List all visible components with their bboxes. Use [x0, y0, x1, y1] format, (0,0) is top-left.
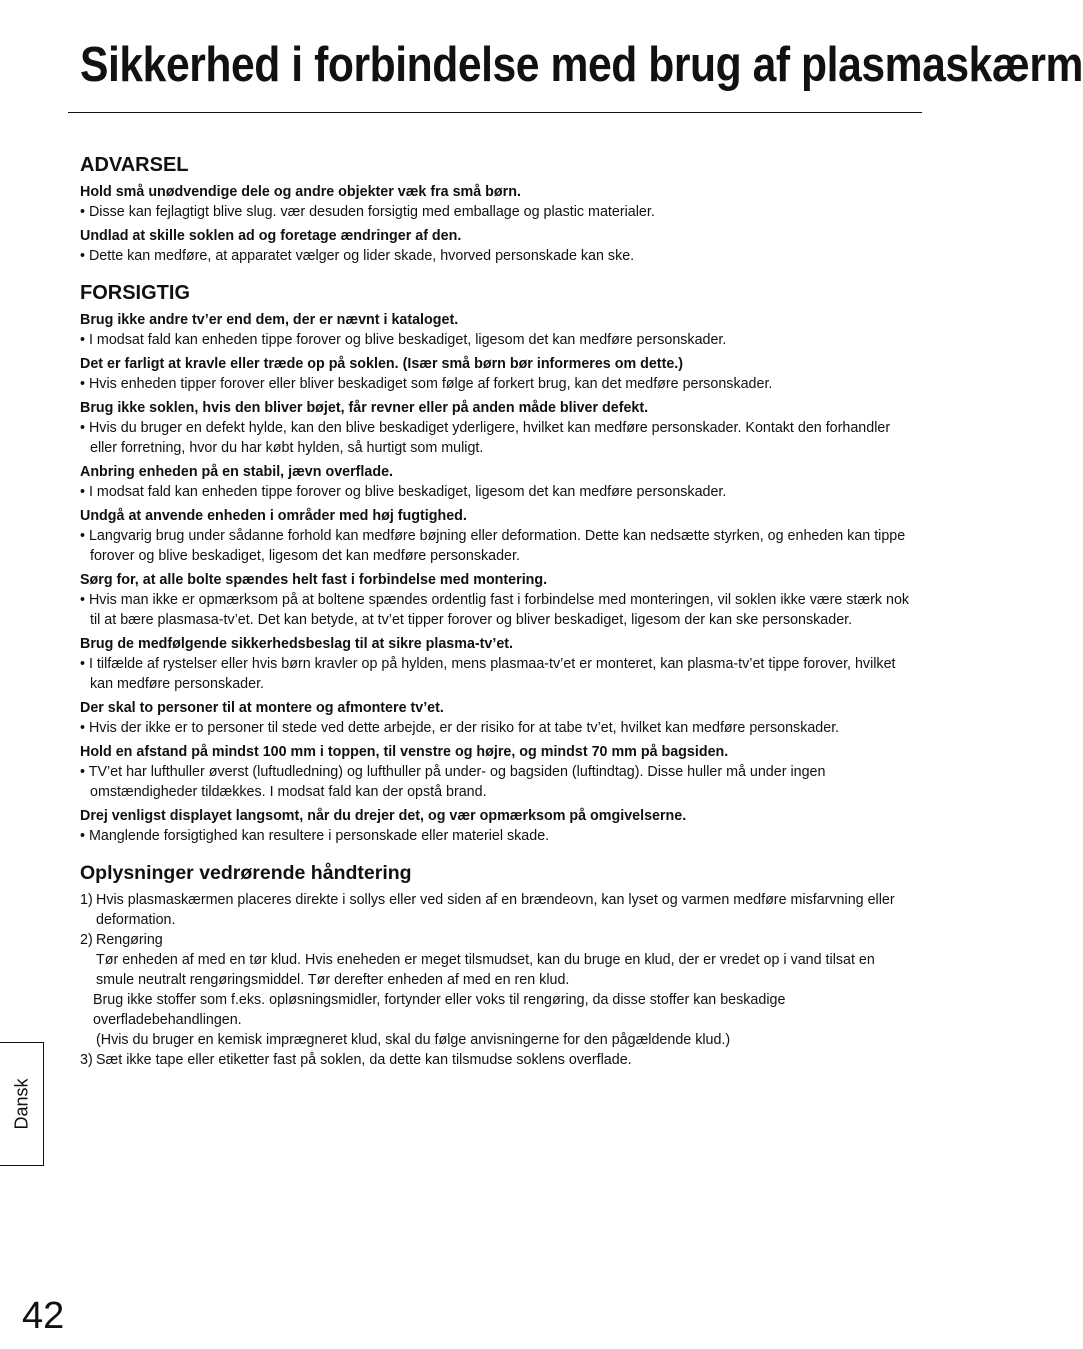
forsigtig-item-body: • Manglende forsigtighed kan resultere i personskade eller materiel skade.	[80, 826, 910, 846]
forsigtig-item-title: Drej venligst displayet langsomt, når du drejer det, og vær opmærksom på omgivelserne.	[80, 808, 687, 824]
forsigtig-item-body: • I modsat fald kan enheden tippe forover og blive beskadiget, ligesom det kan medføre personskader.	[80, 482, 910, 502]
forsigtig-heading: FORSIGTIG	[80, 282, 190, 304]
forsigtig-item-body: • Hvis man ikke er opmærksom på at boltene spændes ordentlig fast i forbindelse med monteringen, vil soklen ikke være stærk nok til at bære plasmasa-tv’et. Det kan betyde, at tv’et tipper forover og bliver beskadiget, ligesom der kan ske personskader.	[80, 590, 910, 630]
forsigtig-item-title: Sørg for, at alle bolte spændes helt fast i forbindelse med montering.	[80, 572, 548, 588]
advarsel-heading: ADVARSEL	[80, 154, 189, 176]
language-label: Dansk	[11, 1078, 31, 1130]
forsigtig-item-title: Brug ikke andre tv’er end dem, der er nævnt i kataloget.	[80, 312, 459, 328]
content	[80, 152, 910, 1070]
forsigtig-item-body: • TV’et har lufthuller øverst (luftudledning) og lufthuller på under- og bagsiden (luftindtag). Disse huller må under ingen omstændigheder tildækkes. I modsat fald kan der opstå brand.	[80, 762, 910, 802]
item-text: Hvis plasmaskærmen placeres direkte i sollys eller ved siden af en brændeovn, kan lyset og varmen medføre misfarvning eller deformation.	[96, 892, 895, 928]
title-divider	[68, 112, 922, 113]
item-number: 1)	[80, 892, 93, 908]
forsigtig-item-body: • Langvarig brug under sådanne forhold kan medføre bøjning eller deformation. Dette kan nedsætte styrken, og enheden kan tippe forover og blive beskadiget, ligesom det kan medføre personskader.	[80, 526, 910, 566]
handling-item	[80, 890, 910, 930]
item-number: 3)	[80, 1052, 93, 1068]
forsigtig-item-body: • Hvis enheden tipper forover eller bliver beskadiget som følge af forkert brug, kan det medføre personskader.	[80, 374, 910, 394]
item-text: Rengøring	[96, 932, 163, 948]
forsigtig-item-body: • I tilfælde af rystelser eller hvis børn kravler op på hylden, mens plasmaa-tv’et er monteret, kan plasma-tv’et tippe forover, hvilket kan medføre personskader.	[80, 654, 910, 694]
advarsel-item-title: Hold små unødvendige dele og andre objekter væk fra små børn.	[80, 184, 521, 200]
forsigtig-list	[80, 310, 910, 846]
advarsel-item-title: Undlad at skille soklen ad og foretage ændringer af den.	[80, 228, 462, 244]
handling-list	[80, 890, 910, 1070]
handling-subparagraph: Brug ikke stoffer som f.eks. opløsningsmidler, fortynder eller voks til rengøring, da disse stoffer kan beskadige overfladebehandlingen.	[93, 992, 786, 1028]
page-title: Sikkerhed i forbindelse med brug af plasmaskærm	[80, 38, 1083, 92]
advarsel-list	[80, 182, 910, 266]
forsigtig-item-title: Anbring enheden på en stabil, jævn overflade.	[80, 464, 394, 480]
forsigtig-item-body: • Hvis du bruger en defekt hylde, kan den blive beskadiget yderligere, hvilket kan medføre personskader. Kontakt den forhandler eller forretning, hvor du har købt hylden, så hurtigt som muligt.	[80, 418, 910, 458]
item-text: Sæt ikke tape eller etiketter fast på soklen, da dette kan tilsmudse soklens overflade.	[96, 1052, 632, 1068]
forsigtig-item-title: Der skal to personer til at montere og afmontere tv’et.	[80, 700, 444, 716]
handling-subparagraph: (Hvis du bruger en kemisk imprægneret klud, skal du følge anvisningerne for den pågældende klud.)	[96, 1032, 731, 1048]
forsigtig-item-title: Det er farligt at kravle eller træde op på soklen. (Især små børn bør informeres om dette.)	[80, 356, 684, 372]
forsigtig-item-title: Undgå at anvende enheden i områder med høj fugtighed.	[80, 508, 467, 524]
handling-subparagraph: Tør enheden af med en tør klud. Hvis eneheden er meget tilsmudset, kan du bruge en klud, der er vredet op i vand tilsat en smule neutralt rengøringsmiddel. Tør derefter enheden af med en ren klud.	[96, 952, 875, 988]
forsigtig-item-title: Hold en afstand på mindst 100 mm i toppen, til venstre og højre, og mindst 70 mm på bagsiden.	[80, 744, 729, 760]
forsigtig-item-title: Brug ikke soklen, hvis den bliver bøjet, får revner eller på anden måde bliver defekt.	[80, 400, 649, 416]
advarsel-item-body: • Dette kan medføre, at apparatet vælger og lider skade, hvorved personskade kan ske.	[80, 246, 910, 266]
advarsel-item-body: • Disse kan fejlagtigt blive slug. vær desuden forsigtig med emballage og plastic materialer.	[80, 202, 910, 222]
page-number: 42	[22, 1295, 65, 1337]
item-number: 2)	[80, 932, 93, 948]
forsigtig-item-title: Brug de medfølgende sikkerhedsbeslag til at sikre plasma-tv’et.	[80, 636, 514, 652]
handling-item	[80, 1050, 910, 1070]
language-tab	[0, 1042, 44, 1166]
handling-heading: Oplysninger vedrørende håndtering	[80, 862, 412, 884]
forsigtig-item-body: • I modsat fald kan enheden tippe forover og blive beskadiget, ligesom det kan medføre personskader.	[80, 330, 910, 350]
handling-item	[80, 930, 910, 950]
forsigtig-item-body: • Hvis der ikke er to personer til stede ved dette arbejde, er der risiko for at tabe tv’et, hvilket kan medføre personskader.	[80, 718, 910, 738]
